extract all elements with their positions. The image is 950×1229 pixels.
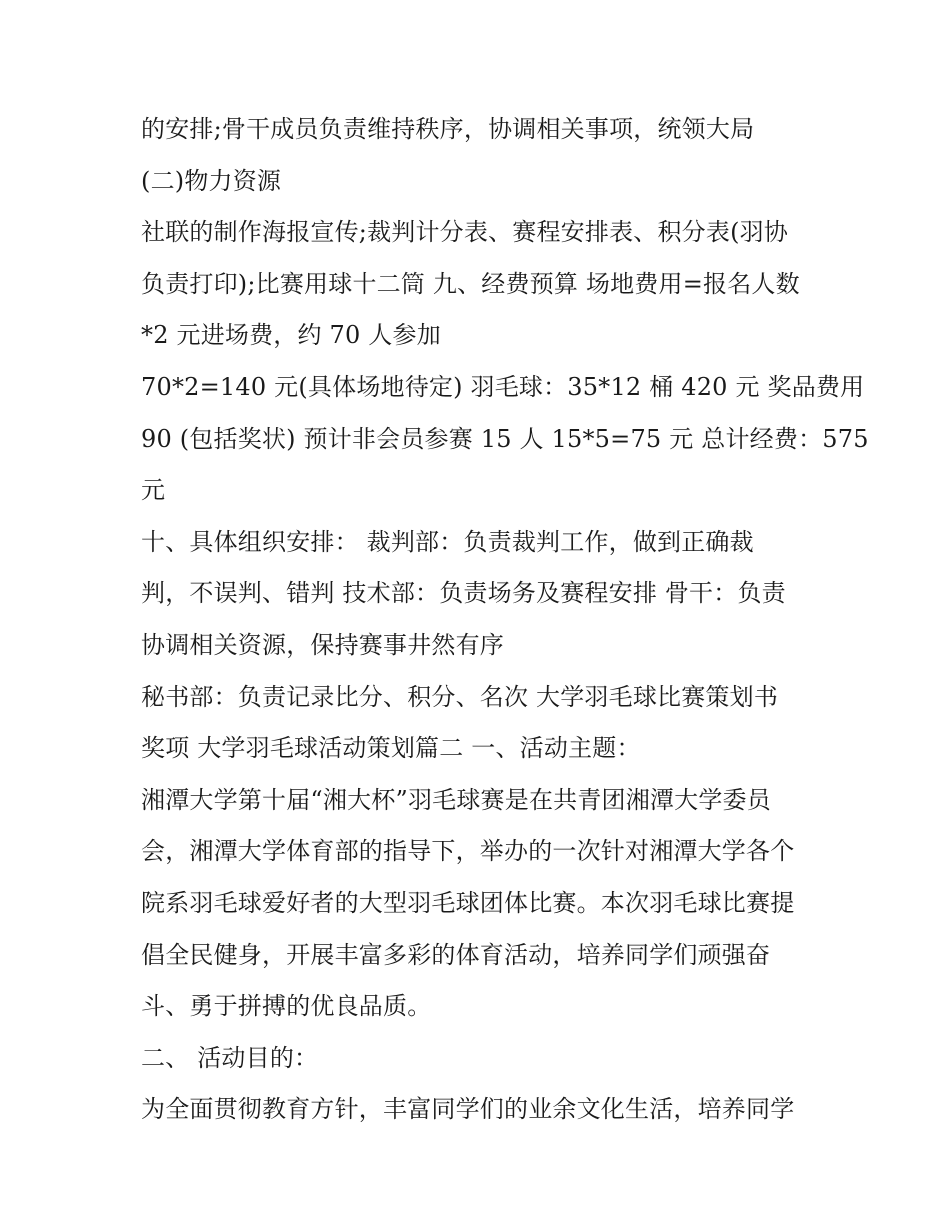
text-line: 会，湘潭大学体育部的指导下，举办的一次针对湘潭大学各个 bbox=[141, 837, 795, 866]
text-line: 协调相关资源，保持赛事井然有序 bbox=[141, 630, 504, 659]
text-line: 70*2=140 元(具体场地待定) 羽毛球：35*12 桶 420 元 奖品费用 bbox=[141, 372, 865, 401]
text-line: 社联的制作海报宣传;裁判计分表、赛程安排表、积分表(羽协 bbox=[141, 218, 789, 247]
text-line: 倡全民健身，开展丰富多彩的体育活动，培养同学们顽强奋 bbox=[141, 940, 771, 969]
text-line: 负责打印);比赛用球十二筒 九、经费预算 场地费用=报名人数 bbox=[141, 269, 800, 298]
section-heading: (二)物力资源 bbox=[141, 166, 282, 195]
document-body bbox=[141, 106, 869, 1138]
text-line: 湘潭大学第十届“湘大杯”羽毛球赛是在共青团湘潭大学委员 bbox=[141, 785, 771, 814]
text-line: 斗、勇于拼搏的优良品质。 bbox=[141, 992, 432, 1021]
text-line: 院系羽毛球爱好者的大型羽毛球团体比赛。本次羽毛球比赛提 bbox=[141, 888, 795, 917]
text-line: 为全面贯彻教育方针，丰富同学们的业余文化生活，培养同学 bbox=[141, 1095, 795, 1124]
text-line: *2 元进场费，约 70 人参加 bbox=[141, 321, 441, 350]
text-line: 的安排;骨干成员负责维持秩序，协调相关事项，统领大局 bbox=[141, 115, 755, 143]
section-heading: 二、 活动目的： bbox=[141, 1043, 319, 1072]
text-line: 判，不误判、错判 技术部：负责场务及赛程安排 骨干：负责 bbox=[141, 579, 786, 608]
text-line: 十、具体组织安排： 裁判部：负责裁判工作，做到正确裁 bbox=[141, 527, 754, 556]
text-line: 奖项 大学羽毛球活动策划篇二 一、活动主题： bbox=[141, 734, 641, 763]
text-line: 90 (包括奖状) 预计非会员参赛 15 人 15*5=75 元 总计经费：575 bbox=[141, 424, 869, 453]
text-line: 元 bbox=[141, 476, 166, 505]
text-line: 秘书部：负责记录比分、积分、名次 大学羽毛球比赛策划书 bbox=[141, 682, 779, 711]
